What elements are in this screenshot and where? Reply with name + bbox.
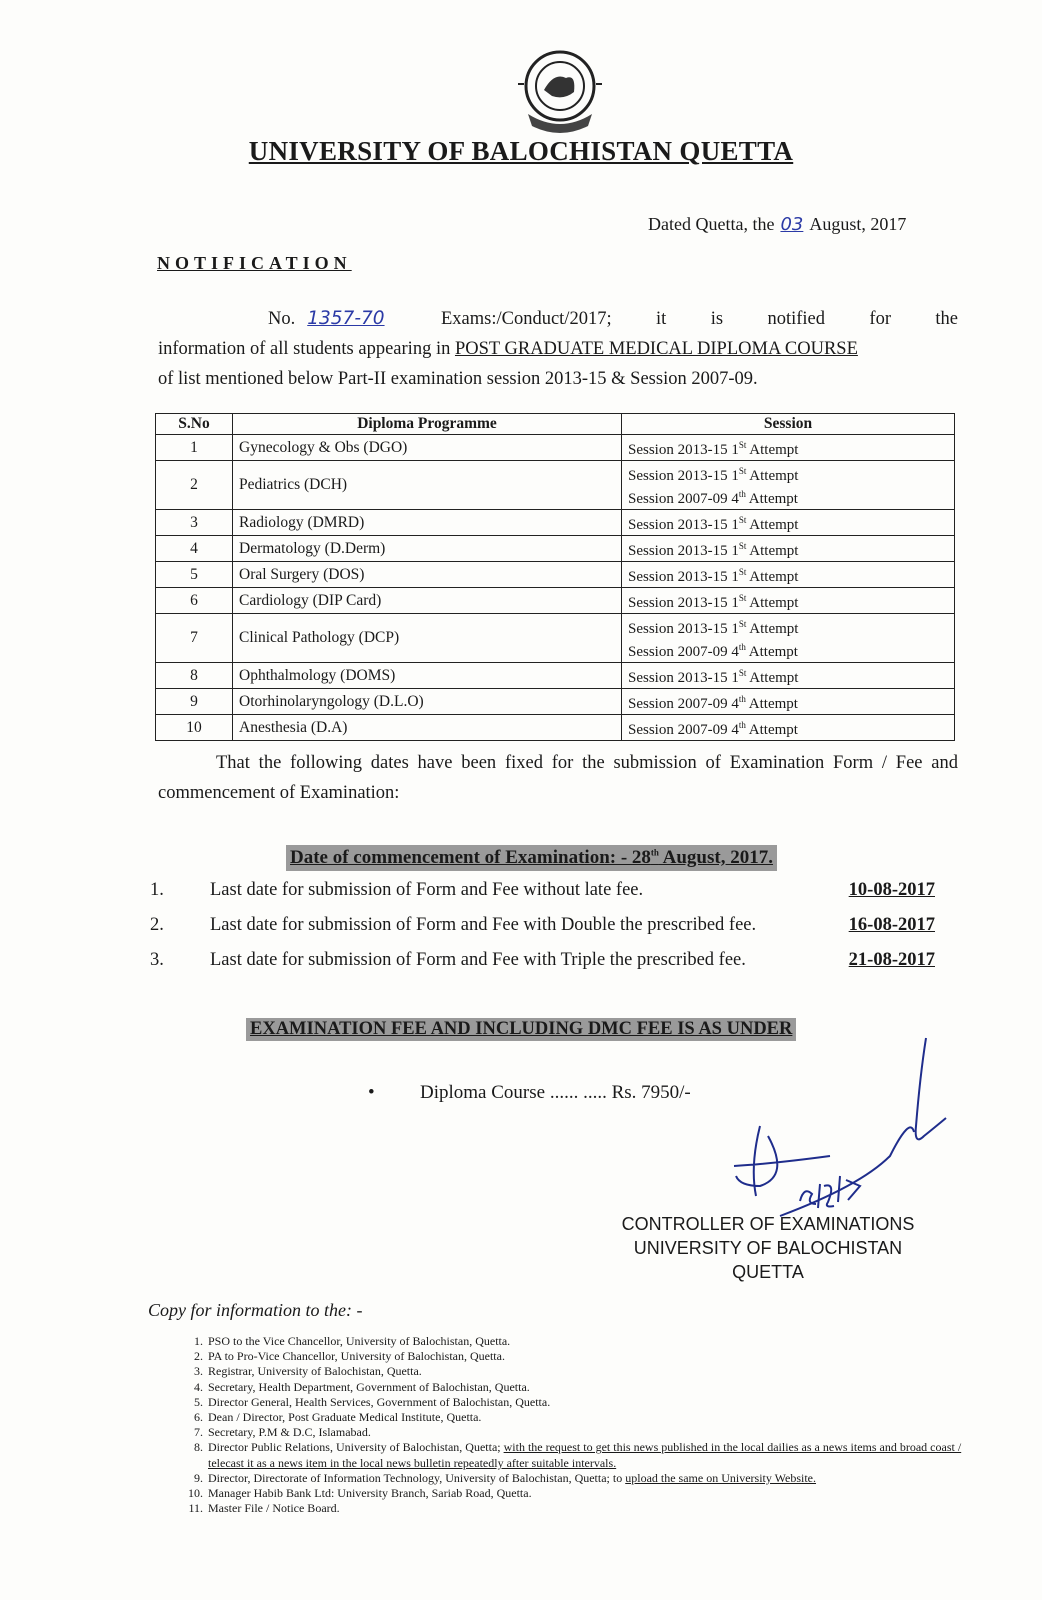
deadline-date: 16-08-2017	[848, 915, 935, 935]
bullet-icon: •	[368, 1082, 375, 1103]
recipient-text: Director, Directorate of Information Technology, University of Balochistan, Quetta; to	[208, 1470, 626, 1485]
list-item	[206, 1334, 976, 1349]
recipient-text: Director General, Health Services, Government of Balochistan, Quetta.	[208, 1394, 551, 1409]
table-row	[156, 510, 955, 536]
signature-icon	[720, 1036, 970, 1226]
list-item	[206, 1380, 976, 1395]
dated-line	[648, 214, 906, 235]
row-programme: Gynecology & Obs (DGO)	[233, 435, 622, 461]
course-name: POST GRADUATE MEDICAL DIPLOMA COURSE	[454, 339, 858, 359]
recipient-note: upload the same on University Website.	[625, 1470, 817, 1485]
row-programme: Pediatrics (DCH)	[233, 461, 622, 510]
table-row	[156, 461, 955, 510]
row-sno: 4	[156, 536, 233, 562]
recipient-text: Secretary, Health Department, Government of Balochistan, Quetta.	[208, 1379, 530, 1394]
recipient-note: with the request to get this news published in the local dailies as a news items and broad coast / telecast it as a news item in the local news bulletin repeatedly after suitable intervals.	[208, 1440, 962, 1470]
row-programme: Otorhinolaryngology (D.L.O)	[233, 689, 622, 715]
row-session: Session 2013-15 1St Attempt Session 2007-09 4th Attempt	[622, 461, 955, 510]
row-sno: 3	[156, 510, 233, 536]
list-item	[206, 1349, 976, 1364]
notification-line-1	[158, 304, 958, 334]
row-sno: 9	[156, 689, 233, 715]
recipient-text: Manager Habib Bank Ltd: University Branch, Sariab Road, Quetta.	[208, 1486, 532, 1501]
row-programme: Radiology (DMRD)	[233, 510, 622, 536]
commencement-prefix: Date of commencement of Examination: - 28	[290, 847, 651, 868]
row-programme: Cardiology (DIP Card)	[233, 588, 622, 614]
notification-paragraph	[158, 304, 958, 394]
dated-day: 03	[780, 214, 804, 235]
notification-heading: NOTIFICATION	[157, 253, 352, 273]
dated-suffix: August, 2017	[809, 214, 907, 234]
row-session: Session 2013-15 1St Attempt	[622, 435, 955, 461]
row-sno: 2	[156, 461, 233, 510]
list-item	[206, 1410, 976, 1425]
table-row	[156, 562, 955, 588]
row-session: Session 2013-15 1St Attempt	[622, 536, 955, 562]
row-session: Session 2007-09 4th Attempt	[622, 689, 955, 715]
deadline-number: 2.	[150, 915, 164, 935]
programme-table	[155, 413, 955, 741]
row-sno: 10	[156, 715, 233, 741]
recipient-text: Secretary, P.M & D.C, Islamabad.	[208, 1425, 371, 1440]
table-header-row	[156, 414, 955, 435]
header-programme: Diploma Programme	[233, 414, 622, 435]
signer-block	[608, 1212, 928, 1284]
recipient-text: Master File / Notice Board.	[208, 1501, 340, 1516]
commencement-sup: th	[650, 847, 659, 858]
notification-line-3: of list mentioned below Part-II examination session 2013-15 & Session 2007-09.	[158, 369, 758, 389]
copy-heading: Copy for information to the: -	[148, 1300, 363, 1320]
header-session: Session	[622, 414, 955, 435]
recipient-text: Director Public Relations, University of Balochistan, Quetta;	[208, 1440, 504, 1455]
row-sno: 1	[156, 435, 233, 461]
notification-line1-text: Exams:/Conduct/2017; it is notified for the	[440, 309, 959, 329]
list-item	[206, 1501, 976, 1516]
commencement-date	[286, 845, 777, 871]
list-item	[206, 1364, 976, 1379]
table-row	[156, 689, 955, 715]
row-sno: 5	[156, 562, 233, 588]
row-sno: 8	[156, 663, 233, 689]
row-programme: Anesthesia (D.A)	[233, 715, 622, 741]
deadline-text: Last date for submission of Form and Fee without late fee.	[210, 880, 644, 900]
university-title: UNIVERSITY OF BALOCHISTAN QUETTA	[248, 136, 794, 166]
signer-university: UNIVERSITY OF BALOCHISTAN	[633, 1238, 903, 1258]
dated-prefix: Dated Quetta, the	[648, 214, 775, 234]
row-programme: Dermatology (D.Derm)	[233, 536, 622, 562]
signer-title: CONTROLLER OF EXAMINATIONS	[621, 1214, 915, 1234]
list-item	[206, 1395, 976, 1410]
list-item	[206, 1425, 976, 1440]
table-row	[156, 435, 955, 461]
deadline-number: 3.	[150, 950, 164, 970]
deadline-text: Last date for submission of Form and Fee with Triple the prescribed fee.	[210, 950, 746, 970]
table-row	[156, 588, 955, 614]
row-session: Session 2013-15 1St Attempt	[622, 663, 955, 689]
fee-text: Diploma Course ...... ..... Rs. 7950/-	[420, 1082, 691, 1103]
row-session: Session 2013-15 1St Attempt	[622, 510, 955, 536]
table-row	[156, 715, 955, 741]
list-item	[206, 1440, 976, 1470]
deadline-date: 21-08-2017	[848, 950, 935, 970]
list-item	[206, 1486, 976, 1501]
row-programme: Clinical Pathology (DCP)	[233, 614, 622, 663]
table-row	[156, 536, 955, 562]
header-sno: S.No	[156, 414, 233, 435]
deadline-date: 10-08-2017	[848, 880, 935, 900]
notification-line2-text: information of all students appearing in	[158, 339, 455, 359]
row-sno: 6	[156, 588, 233, 614]
row-sno: 7	[156, 614, 233, 663]
recipient-text: PSO to the Vice Chancellor, University of Balochistan, Quetta.	[208, 1334, 511, 1348]
notification-line-2	[158, 334, 958, 364]
commencement-suffix: August, 2017.	[658, 847, 773, 868]
row-session: Session 2007-09 4th Attempt	[622, 715, 955, 741]
deadline-text: Last date for submission of Form and Fee with Double the prescribed fee.	[210, 915, 757, 935]
copy-recipients-list	[176, 1334, 976, 1516]
recipient-text: Dean / Director, Post Graduate Medical Institute, Quetta.	[208, 1410, 482, 1425]
row-session: Session 2013-15 1St Attempt Session 2007-09 4th Attempt	[622, 614, 955, 663]
recipient-text: PA to Pro-Vice Chancellor, University of Balochistan, Quetta.	[208, 1349, 505, 1364]
fee-line	[368, 1082, 691, 1104]
notification-no-value: 1357-70	[307, 308, 385, 329]
list-item	[206, 1471, 976, 1486]
table-row	[156, 614, 955, 663]
row-programme: Oral Surgery (DOS)	[233, 562, 622, 588]
dates-intro: That the following dates have been fixed for the submission of Examination Form / Fee and commencement of Examination:	[158, 753, 958, 803]
signer-city: QUETTA	[732, 1262, 804, 1282]
row-session: Session 2013-15 1St Attempt	[622, 588, 955, 614]
recipient-text: Registrar, University of Balochistan, Quetta.	[208, 1364, 422, 1379]
table-row	[156, 663, 955, 689]
row-session: Session 2013-15 1St Attempt	[622, 562, 955, 588]
deadline-number: 1.	[150, 880, 164, 900]
university-seal-logo	[514, 44, 606, 136]
row-programme: Ophthalmology (DOMS)	[233, 663, 622, 689]
notification-no-label: No.	[268, 309, 296, 329]
fee-heading: EXAMINATION FEE AND INCLUDING DMC FEE IS AS UNDER	[246, 1018, 796, 1041]
